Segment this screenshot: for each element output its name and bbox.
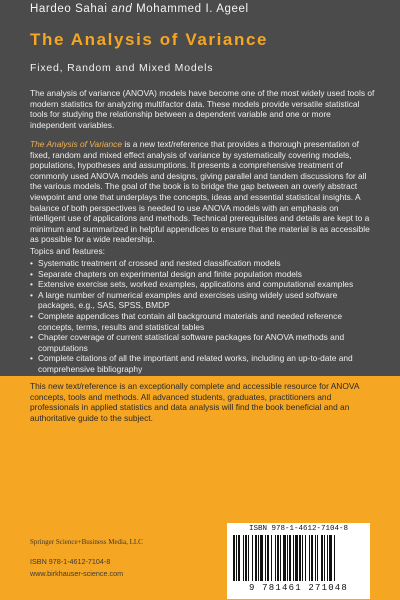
barcode-bar (277, 535, 279, 581)
author-and: and (111, 3, 133, 15)
barcode-bar (252, 535, 253, 581)
publisher-name: Springer Science+Business Media, LLC (30, 538, 143, 546)
barcode-bar (236, 535, 237, 581)
feature-item: • Separate chapters on experimental design and finite population models (30, 269, 375, 280)
intro-paragraph: The analysis of variance (ANOVA) models have become one of the most widely used tools of modern statistics for analyzing multifactor data. These models provide versatile statistical tools for studying the relationship between a dependent variable and one or more independent variables. (30, 88, 375, 130)
barcode-bar (258, 535, 259, 581)
barcode-digits: 9 781461 271048 (248, 583, 348, 593)
isbn-text: ISBN 978-1-4612-7104-8 (30, 557, 111, 566)
barcode-bar (309, 535, 310, 581)
barcode-bar (238, 535, 240, 581)
barcode-bar (245, 535, 247, 581)
audience-paragraph: This new text/reference is an exceptionally complete and accessible resource for ANOVA concepts, tools and methods. All advanced students, graduates, practitioners and professionals in applied statistics and data analysis will find the book beneficial and an authoritative guide to the subject. (30, 381, 359, 423)
book-subtitle: Fixed, Random and Mixed Models (30, 62, 214, 74)
barcode-bar (317, 535, 318, 581)
barcode-isbn: ISBN 978-1-4612-7104-8 (248, 525, 349, 533)
barcode-bar (243, 535, 244, 581)
barcode-bar (315, 535, 316, 581)
feature-item: • Complete citations of all the important and related works, including an up-to-date and comprehensive bibliography (30, 353, 375, 374)
barcode-bar (280, 535, 281, 581)
barcode (227, 523, 370, 599)
barcode-bar (327, 535, 328, 581)
description-paragraph (30, 139, 375, 245)
barcode-bar (321, 535, 323, 581)
features-list (30, 258, 375, 375)
author-1: Hardeo Sahai (30, 3, 108, 15)
barcode-bar (248, 535, 249, 581)
book-title: The Analysis of Variance (30, 30, 269, 49)
barcode-bar (233, 535, 235, 581)
barcode-bar (267, 535, 269, 581)
barcode-bar (293, 535, 294, 581)
feature-item: • Complete appendices that contain all background materials and needed reference concepts, terms, results and statistical tables (30, 311, 375, 332)
feature-item: • Chapter coverage of current statistical software packages for ANOVA methods and computations (30, 332, 375, 353)
barcode-bar (271, 535, 272, 581)
barcode-bar (311, 535, 313, 581)
barcode-bar (265, 535, 266, 581)
barcode-bar (275, 535, 276, 581)
barcode-bar (289, 535, 291, 581)
barcode-bar (260, 535, 263, 581)
barcode-bar (255, 535, 257, 581)
barcode-bar (283, 535, 286, 581)
barcode-bar (334, 535, 335, 581)
description-book-title: The Analysis of Variance (30, 139, 123, 149)
publisher-url: www.birkhauser-science.com (30, 569, 124, 578)
barcode-bar (287, 535, 288, 581)
barcode-bar (299, 535, 301, 581)
authors-line (30, 3, 249, 15)
barcode-bars (233, 535, 364, 581)
author-2: Mohammed I. Ageel (136, 3, 249, 15)
description-text: is a new text/reference that provides a thorough presentation of fixed, random and mixed effect analysis of variance by systematically covering models, populations, hypotheses and assumptions. It presents a comprehensive treatment of commonly used ANOVA models and designs, giving parallel and tandem discussions for all the various models. The goal of the book is to bridge the gap between an overly abstract viewpoint and one that underplays the concepts, ideas and essential statistical insights. A balance of both perspectives is needed to use ANOVA models with an emphasis on intelligent use of applications and methods. Technical prerequisites and details are kept to a minimum and summarized in helpful appendices to ensure that the material is as accessible as possible for a wide readership. (30, 139, 370, 245)
barcode-bar (329, 535, 332, 581)
barcode-bar (302, 535, 303, 581)
feature-item: • A large number of numerical examples and exercises using widely used software packages, e.g., SAS, SPSS, BMDP (30, 290, 375, 311)
back-cover-bottom-panel (0, 376, 400, 600)
barcode-bar (295, 535, 298, 581)
barcode-bar (305, 535, 306, 581)
feature-item: • Extensive exercise sets, worked examples, applications and computational examples (30, 279, 375, 290)
feature-item: • Systematic treatment of crossed and nested classification models (30, 258, 375, 269)
topics-heading: Topics and features: (30, 246, 105, 256)
barcode-bar (324, 535, 325, 581)
